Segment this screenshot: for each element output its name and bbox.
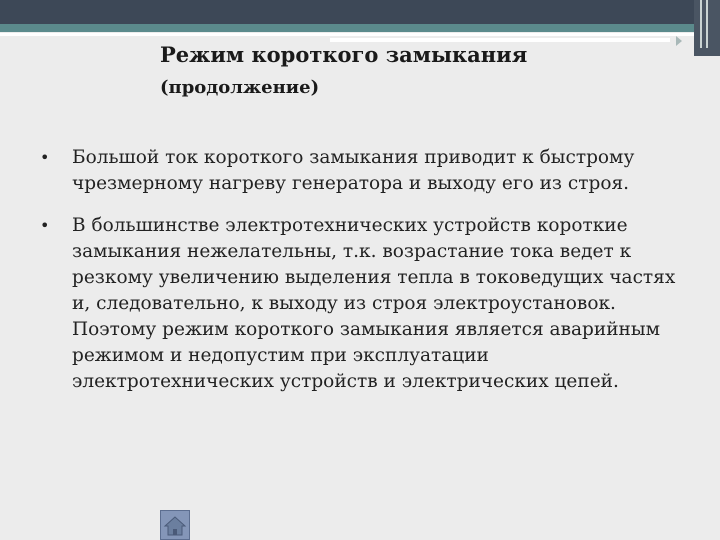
header-divider xyxy=(0,33,720,36)
slide-title: Режим короткого замыкания xyxy=(160,42,528,67)
home-button[interactable] xyxy=(160,510,190,540)
bullet-text: В большинстве электротехнических устройств короткие замыкания нежелательны, т.к. возрастание тока ведет к резкому увеличению выделения тепла в токоведущих частях и, следовательно, к выходу из строя электроустановок. Поэтому режим короткого замыкания является аварийным режимом и недопустим при эксплуатации электротехнических устройств и электрических цепей. xyxy=(72,215,676,392)
accent-strip xyxy=(0,24,720,32)
bullet-list xyxy=(40,145,680,411)
corner-marker-icon xyxy=(676,36,682,46)
bullet-marker: • xyxy=(40,148,50,167)
slide-subtitle: (продолжение) xyxy=(160,77,320,98)
bullet-text: Большой ток короткого замыкания приводит к быстрому чрезмерному нагреву генератора и выходу его из строя. xyxy=(72,147,635,194)
bullet-item xyxy=(40,145,680,197)
corner-tab xyxy=(694,0,720,56)
bullet-item xyxy=(40,213,680,395)
home-icon xyxy=(161,511,189,539)
header-bar xyxy=(0,0,720,24)
bullet-marker: • xyxy=(40,216,50,235)
